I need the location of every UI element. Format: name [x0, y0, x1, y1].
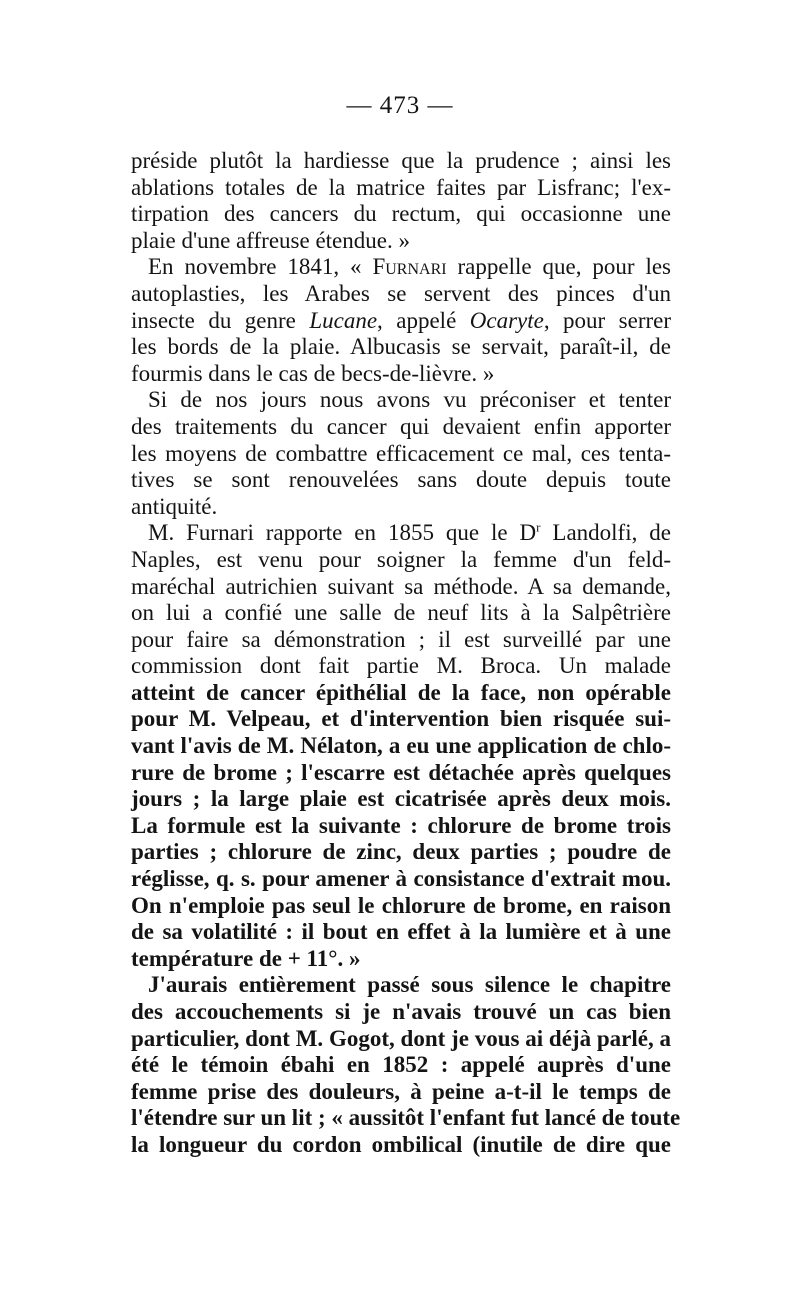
author-name-smallcaps: Furnari — [372, 254, 447, 280]
text-line: fourmis dans le cas de becs-de-lièvre. » — [131, 360, 495, 386]
text-line: vant l'avis de M. Nélaton, a eu une application de chlo- — [131, 733, 671, 759]
text-line: Naples, est venu pour soigner la femme d'un feld- — [131, 546, 671, 572]
text-line: parties ; chlorure de zinc, deux parties ; poudre de — [131, 839, 671, 865]
page-number: — 473 — — [346, 92, 454, 119]
text-segment: En novembre 1841, « — [148, 254, 373, 280]
text-line: été le témoin ébahi en 1852 : appelé auprès d'une — [131, 1052, 671, 1078]
text-line: l'étendre sur un lit ; « aussitôt l'enfant fut lancé de toute — [131, 1105, 681, 1131]
paragraph-2 — [131, 254, 671, 387]
text-line: antiquité. — [131, 493, 218, 519]
text-line: tives se sont renouvelées sans doute depuis toute — [131, 467, 671, 493]
text-line: température de + 11°. » — [131, 945, 361, 971]
text-line: La formule est la suivante : chlorure de brome trois — [131, 812, 671, 838]
body-text — [131, 148, 681, 1159]
italic-term: Lucane — [309, 307, 378, 333]
text-line: pour M. Velpeau, et d'intervention bien risquée sui- — [131, 706, 671, 732]
text-line — [131, 520, 671, 547]
text-line: atteint de cancer épithélial de la face, non opérable — [131, 679, 671, 705]
text-line: les moyens de combattre efficacement ce mal, ces tenta- — [131, 440, 671, 466]
text-line: on lui a confié une salle de neuf lits à la Salpêtrière — [131, 600, 671, 626]
superscript: r — [536, 519, 541, 535]
text-line: ablations totales de la matrice faites par Lisfranc; l'ex- — [131, 174, 671, 200]
text-line: particulier, dont M. Gogot, dont je vous ai déjà parlé, a — [131, 1025, 671, 1051]
text-line: la longueur du cordon ombilical (inutile de dire que — [131, 1131, 671, 1157]
text-line: autoplasties, les Arabes se servent des pinces d'un — [131, 280, 671, 306]
text-segment: M. Furnari rapporte en 1855 que le D — [148, 520, 537, 546]
italic-term: Ocaryte — [469, 307, 544, 333]
text-line: tirpation des cancers du rectum, qui occasionne une — [131, 201, 671, 227]
text-line: maréchal autrichien suivant sa méthode. A sa demande, — [131, 573, 671, 599]
text-line: jours ; la large plaie est cicatrisée après deux mois. — [131, 786, 671, 812]
text-line: pour faire sa démonstration ; il est surveillé par une — [131, 626, 671, 652]
text-line: préside plutôt la hardiesse que la prudence ; ainsi les — [131, 148, 671, 173]
text-segment: rappelle que, pour les — [457, 254, 672, 280]
text-segment: Landolfi, de — [540, 520, 671, 546]
text-segment: , pour serrer — [543, 307, 672, 333]
paragraph-3 — [131, 387, 671, 520]
text-line: femme prise des douleurs, à peine a-t-il le temps de — [131, 1078, 671, 1104]
text-line: Si de nos jours nous avons vu préconiser et tenter — [148, 387, 671, 413]
text-line: de sa volatilité : il bout en effet à la lumière et à une — [131, 919, 671, 945]
text-line: réglisse, q. s. pour amener à consistance d'extrait mou. — [131, 866, 671, 892]
text-line: On n'emploie pas seul le chlorure de brome, en raison — [131, 892, 671, 918]
text-line: commission dont fait partie M. Broca. Un malade — [131, 653, 671, 679]
text-line: rure de brome ; l'escarre est détachée après quelques — [131, 759, 671, 785]
text-line: plaie d'une affreuse étendue. » — [131, 227, 410, 253]
text-segment: , appelé — [377, 307, 470, 333]
text-line — [131, 254, 671, 281]
text-line: J'aurais entièrement passé sous silence le chapitre — [148, 972, 671, 998]
paragraph-5 — [131, 972, 681, 1158]
paragraph-4 — [131, 520, 671, 972]
text-segment: insecte du genre — [131, 307, 310, 333]
text-line — [131, 308, 671, 335]
paragraph-1 — [131, 148, 671, 254]
text-line: des traitements du cancer qui devaient enfin apporter — [131, 413, 671, 439]
text-line: des accouchements si je n'avais trouvé un cas bien — [131, 999, 671, 1024]
text-line: les bords de la plaie. Albucasis se servait, paraît-il, de — [131, 334, 671, 360]
